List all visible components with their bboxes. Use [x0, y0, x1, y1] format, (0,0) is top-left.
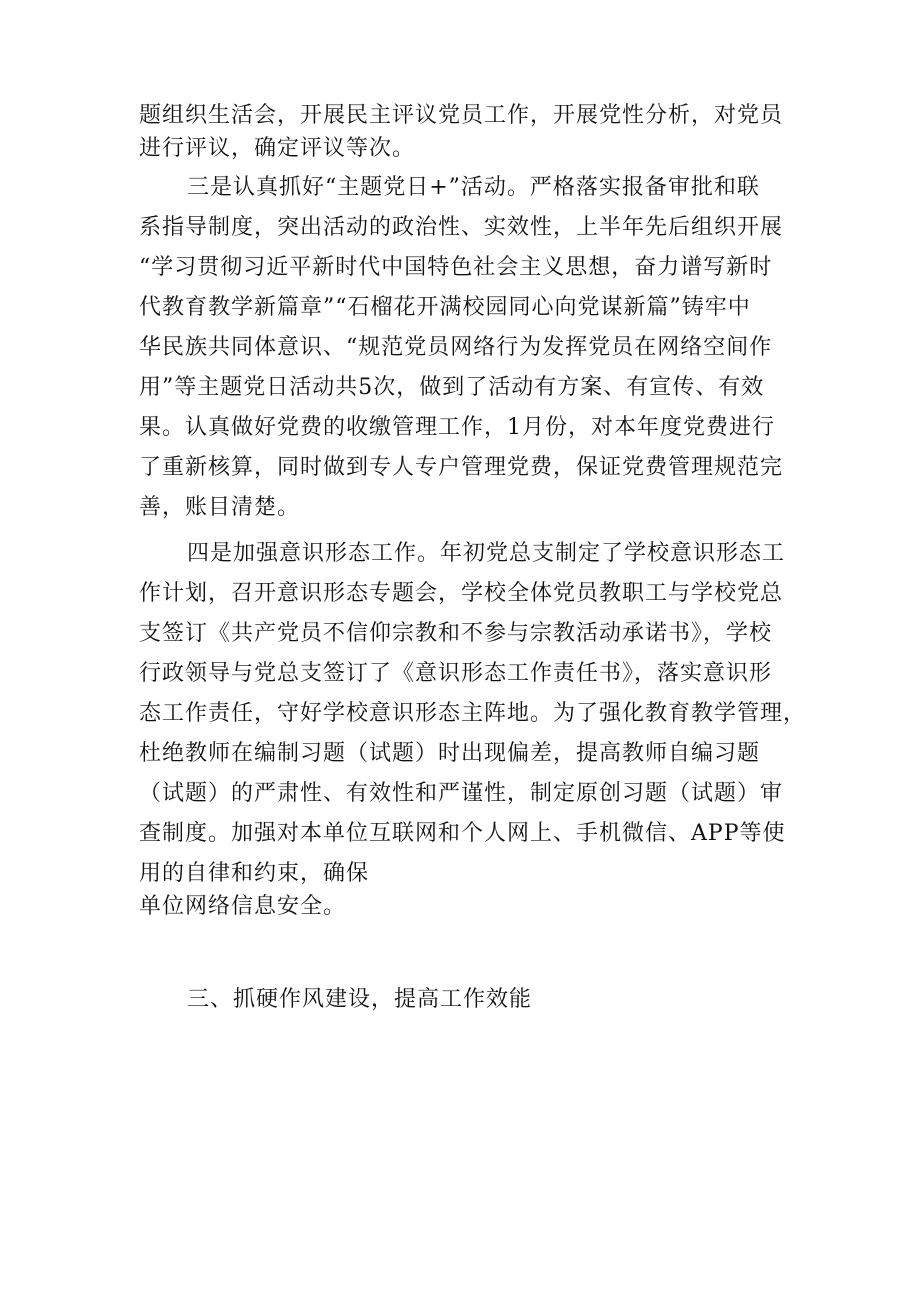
- paragraph-line: 行政领导与党总支签订了《意识形态工作责任书》，落实意识形: [139, 661, 773, 686]
- paragraph-line: 系指导制度，突出活动的政治性、实效性，上半年先后组织开展: [139, 215, 784, 240]
- paragraph-line: 了重新核算，同时做到专人专户管理党费，保证党费管理规范完: [139, 455, 784, 480]
- section-heading: 三、抓硬作风建设，提高工作效能: [187, 987, 533, 1012]
- paragraph-line: （试题）的严肃性、有效性和严谨性，制定原创习题（试题）审: [139, 781, 784, 806]
- paragraph-line: 作计划，召开意识形态专题会，学校全体党员教职工与学校党总: [139, 581, 784, 606]
- paragraph-line: “学习贯彻习近平新时代中国特色社会主义思想，奋力谱写新时: [139, 255, 773, 280]
- paragraph-line: 单位网络信息安全。: [139, 894, 347, 919]
- paragraph-line: 三是认真抓好“主题党日+”活动。严格落实报备审批和联: [187, 175, 760, 200]
- paragraph-line: 题组织生活会，开展民主评议党员工作，开展党性分析，对党员: [139, 103, 784, 128]
- paragraph-line: 代教育教学新篇章”“石榴花开满校园同心向党谋新篇”铸牢中: [139, 295, 751, 320]
- paragraph-line: 查制度。加强对本单位互联网和个人网上、手机微信、APP等使: [139, 821, 786, 846]
- paragraph-line: 四是加强意识形态工作。年初党总支制定了学校意识形态工: [187, 541, 786, 566]
- paragraph-line: 进行评议，确定评议等次。: [139, 136, 416, 161]
- paragraph-line: 用的自律和约束，确保: [139, 861, 370, 886]
- paragraph-line: 态工作责任，守好学校意识形态主阵地。为了强化教育教学管理，: [139, 701, 807, 726]
- paragraph-line: 善，账目清楚。: [139, 495, 301, 520]
- paragraph-line: 果。认真做好党费的收缴管理工作，1月份，对本年度党费进行: [139, 415, 775, 440]
- paragraph-line: 用”等主题党日活动共5次，做到了活动有方案、有宣传、有效: [139, 375, 765, 400]
- paragraph-line: 杜绝教师在编制习题（试题）时出现偏差，提高教师自编习题: [139, 741, 761, 766]
- paragraph-line: 支签订《共产党员不信仰宗教和不参与宗教活动承诺书》，学校: [139, 621, 773, 646]
- paragraph-line: 华民族共同体意识、“规范党员网络行为发挥党员在网络空间作: [139, 335, 773, 360]
